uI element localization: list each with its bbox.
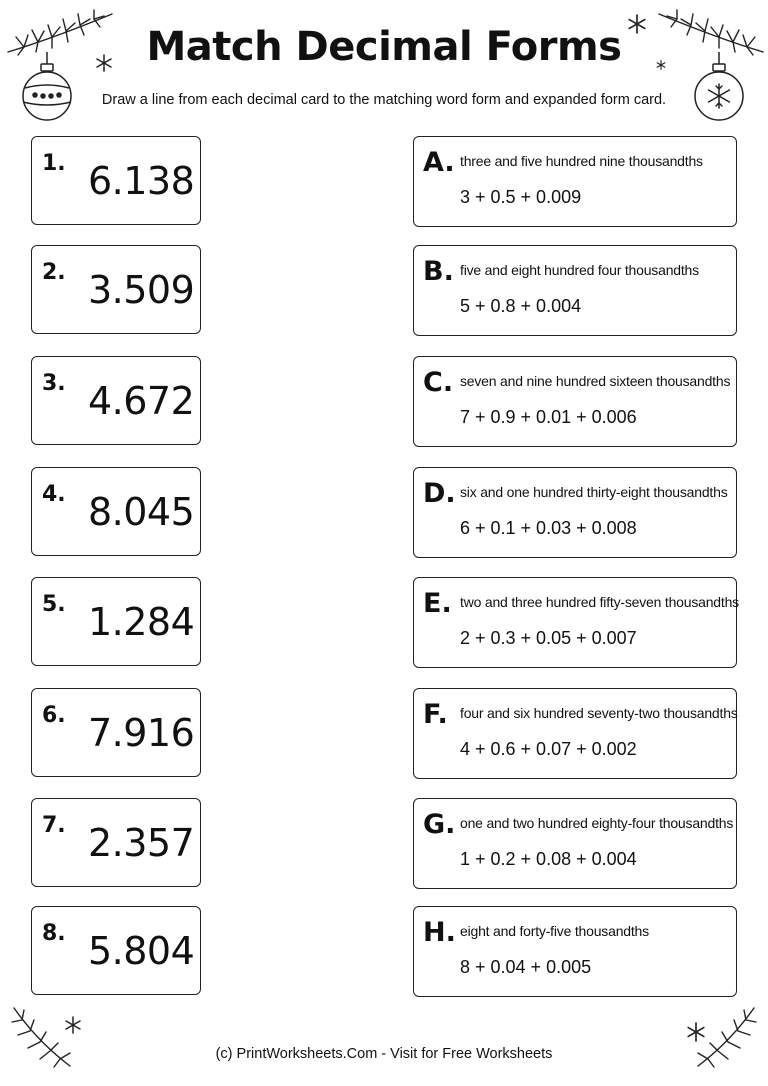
decimal-value: 6.138 [88,159,195,203]
answer-card[interactable] [413,798,737,889]
decimal-card[interactable] [31,356,201,445]
word-form: six and one hundred thirty-eight thousandths [460,484,728,500]
card-number: 8. [42,921,66,946]
snowflake-icon [64,1016,82,1034]
instructions: Draw a line from each decimal card to the matching word form and expanded form card. [101,92,667,108]
word-form: one and two hundred eighty-four thousandths [460,815,734,831]
card-number: 6. [42,703,66,728]
expanded-form: 1 + 0.2 + 0.08 + 0.004 [460,849,637,869]
answer-card[interactable] [413,688,737,779]
decimal-value: 1.284 [88,600,195,644]
answer-card[interactable] [413,577,737,668]
expanded-form: 7 + 0.9 + 0.01 + 0.006 [460,407,637,427]
word-form: seven and nine hundred sixteen thousandths [460,373,731,389]
answer-letter: H. [423,917,456,948]
decimal-card[interactable] [31,906,201,995]
decimal-card[interactable] [31,798,201,887]
answer-letter: E. [423,588,452,619]
answer-letter: C. [423,367,454,398]
expanded-form: 6 + 0.1 + 0.03 + 0.008 [460,518,637,538]
answer-card[interactable] [413,467,737,558]
word-form: four and six hundred seventy-two thousandths [460,705,738,721]
answer-letter: G. [423,809,456,840]
answer-letter: A. [423,147,455,178]
word-form: five and eight hundred four thousandths [460,262,699,278]
expanded-form: 8 + 0.04 + 0.005 [460,957,592,977]
decimal-card[interactable] [31,245,201,334]
decimal-value: 5.804 [88,929,195,973]
answer-letter: D. [423,478,456,509]
decimal-value: 4.672 [88,379,195,423]
decimal-card[interactable] [31,467,201,556]
answer-card[interactable] [413,906,737,997]
footer-credit: (c) PrintWorksheets.Com - Visit for Free Worksheets [215,1046,553,1062]
word-form: two and three hundred fifty-seven thousandths [460,594,739,610]
decimal-card[interactable] [31,136,201,225]
card-number: 5. [42,592,66,617]
answer-card[interactable] [413,356,737,447]
card-number: 3. [42,371,66,396]
answer-letter: F. [423,699,448,730]
decimal-value: 8.045 [88,490,195,534]
card-number: 2. [42,260,66,285]
answer-card[interactable] [413,245,737,336]
word-form: eight and forty-five thousandths [460,923,649,939]
expanded-form: 4 + 0.6 + 0.07 + 0.002 [460,739,637,759]
decimal-value: 7.916 [88,711,195,755]
answer-letter: B. [423,256,454,287]
answer-card[interactable] [413,136,737,227]
card-number: 4. [42,482,66,507]
expanded-form: 5 + 0.8 + 0.004 [460,296,582,316]
expanded-form: 2 + 0.3 + 0.05 + 0.007 [460,628,637,648]
decimal-card[interactable] [31,577,201,666]
page-title: Match Decimal Forms [146,24,622,70]
card-number: 7. [42,813,66,838]
decimal-value: 2.357 [88,821,195,865]
expanded-form: 3 + 0.5 + 0.009 [460,187,582,207]
card-number: 1. [42,151,66,176]
word-form: three and five hundred nine thousandths [460,153,703,169]
decimal-value: 3.509 [88,268,195,312]
decimal-card[interactable] [31,688,201,777]
snowflake-icon [686,1022,706,1042]
